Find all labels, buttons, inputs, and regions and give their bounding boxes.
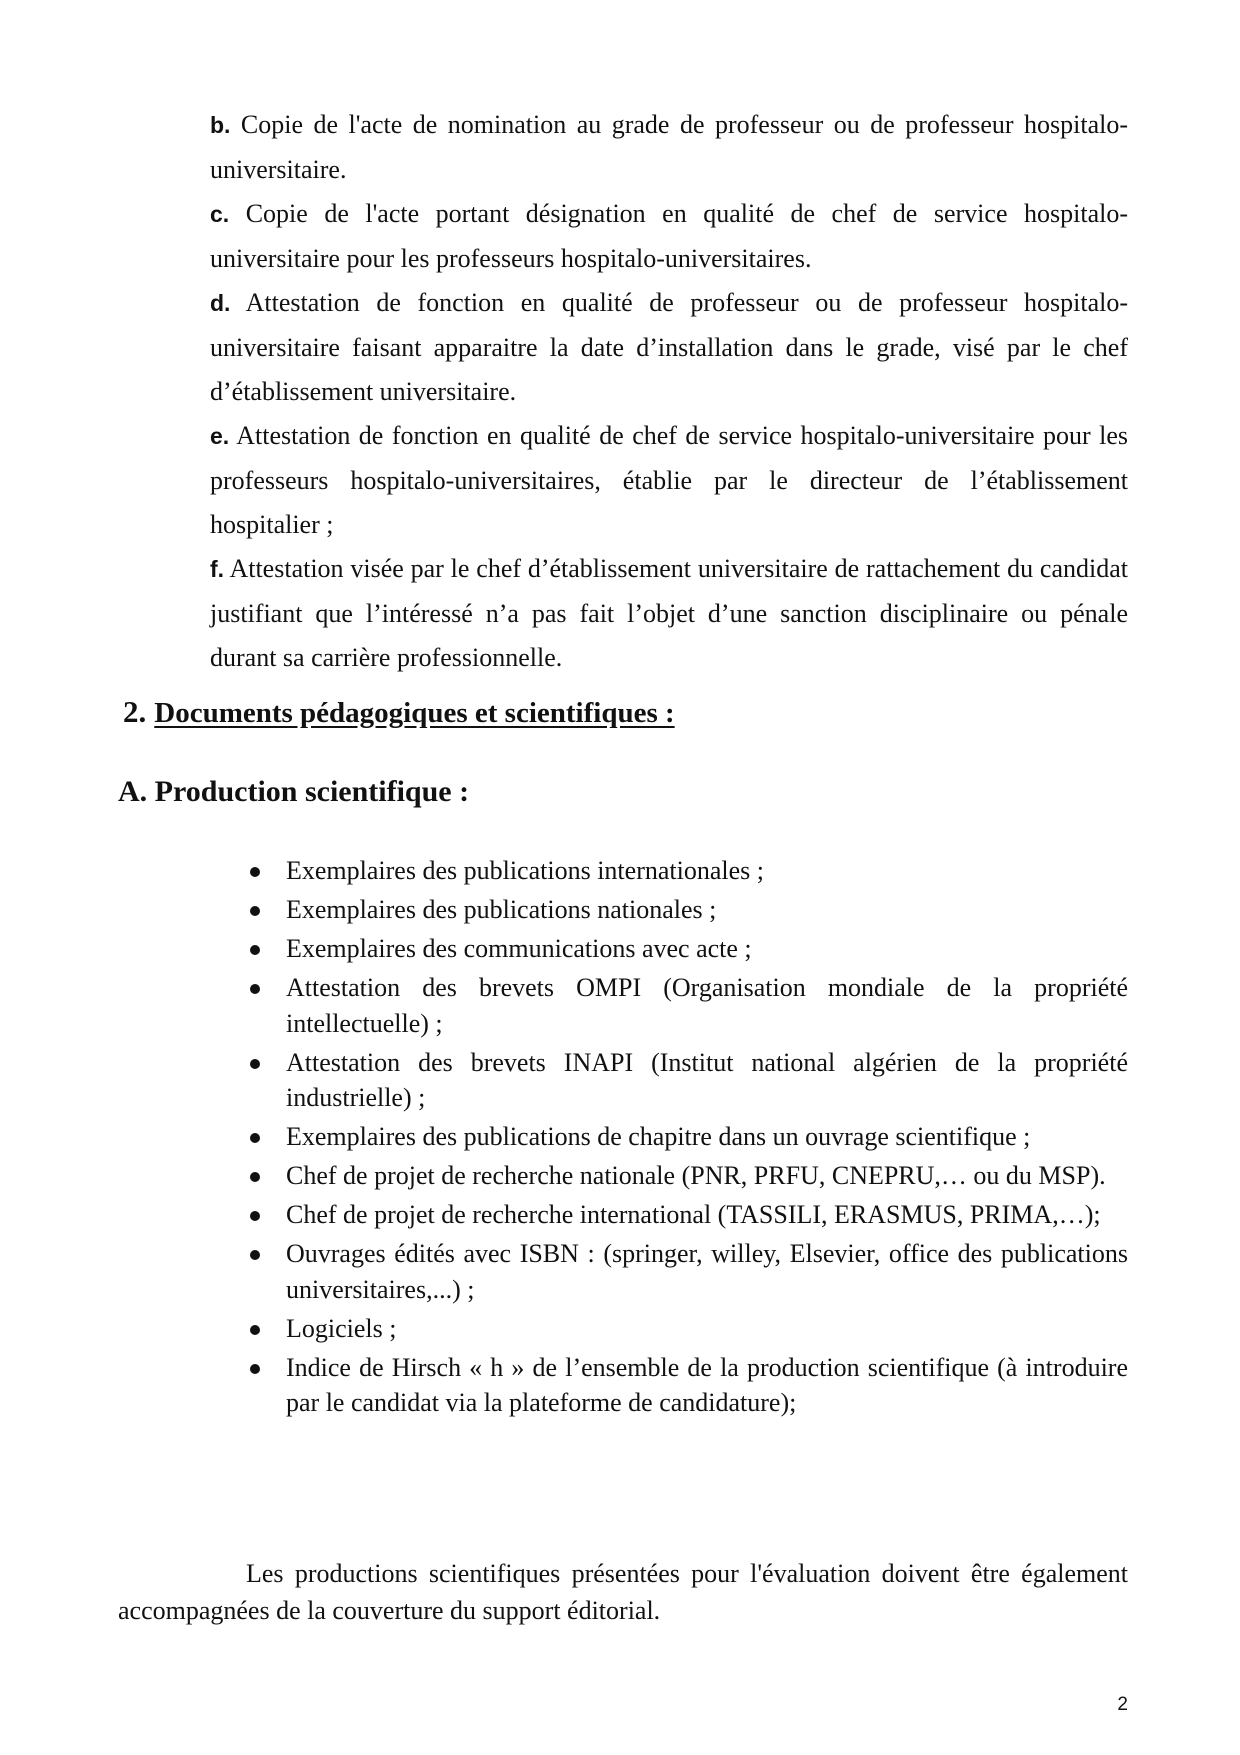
bullet-list bbox=[246, 853, 1128, 1424]
list-item-c bbox=[210, 192, 1128, 281]
bullet-item bbox=[246, 931, 1128, 967]
item-text: Attestation de fonction en qualité de professeur ou de professeur hospitalo-universitaire faisant apparaitre la date d’installation dans le grade, visé par le chef d’établissement universitaire. bbox=[210, 288, 1128, 406]
bullet-text: Chef de projet de recherche nationale (PNR, PRFU, CNEPRU,… ou du MSP). bbox=[286, 1161, 1106, 1190]
bullet-text: Attestation des brevets OMPI (Organisation mondiale de la propriété intellectuelle) ; bbox=[286, 973, 1128, 1038]
bullet-item bbox=[246, 853, 1128, 889]
bullet-icon bbox=[250, 1172, 260, 1182]
item-letter: b. bbox=[210, 112, 231, 138]
section-title: Documents pédagogiques et scientifiques : bbox=[154, 697, 675, 729]
bullet-icon bbox=[250, 984, 260, 994]
bullet-icon bbox=[250, 1211, 260, 1221]
bullet-item bbox=[246, 1311, 1128, 1347]
bullet-icon bbox=[250, 1133, 260, 1143]
list-item-e bbox=[210, 414, 1128, 548]
section-heading bbox=[123, 694, 675, 730]
bullet-icon bbox=[250, 1325, 260, 1335]
bullet-icon bbox=[250, 867, 260, 877]
item-text: Attestation de fonction en qualité de chef de service hospitalo-universitaire pour les professeurs hospitalo-universitaires, établie par le directeur de l’établissement hospitalier ; bbox=[210, 421, 1128, 539]
list-item-f bbox=[210, 547, 1128, 681]
bullet-text: Exemplaires des publications de chapitre dans un ouvrage scientifique ; bbox=[286, 1122, 1031, 1151]
bullet-icon bbox=[250, 1364, 260, 1374]
item-text: Attestation visée par le chef d’établissement universitaire de rattachement du candidat justifiant que l’intéressé n’a pas fait l’objet d’une sanction disciplinaire ou pénale durant sa carrière professionnelle. bbox=[210, 554, 1128, 672]
bullet-item bbox=[246, 1045, 1128, 1116]
bullet-item bbox=[246, 1350, 1128, 1421]
bullet-text: Exemplaires des communications avec acte ; bbox=[286, 934, 752, 963]
bullet-text: Attestation des brevets INAPI (Institut national algérien de la propriété industrielle) ; bbox=[286, 1047, 1128, 1112]
bullet-text: Ouvrages édités avec ISBN : (springer, willey, Elsevier, office des publications universitaires,...) ; bbox=[286, 1239, 1128, 1304]
item-text: Copie de l'acte de nomination au grade de professeur ou de professeur hospitalo-universitaire. bbox=[210, 110, 1128, 184]
list-item-d bbox=[210, 281, 1128, 415]
bullet-item bbox=[246, 970, 1128, 1041]
bullet-icon bbox=[250, 1059, 260, 1069]
bullet-text: Chef de projet de recherche international (TASSILI, ERASMUS, PRIMA,…); bbox=[286, 1200, 1101, 1229]
item-letter: c. bbox=[210, 201, 230, 227]
subsection-heading: A. Production scientifique : bbox=[118, 775, 470, 808]
item-letter: e. bbox=[210, 423, 230, 449]
section-number: 2. bbox=[123, 694, 147, 729]
bullet-item bbox=[246, 1158, 1128, 1194]
bullet-icon bbox=[250, 945, 260, 955]
bullet-icon bbox=[250, 1250, 260, 1260]
bullet-text: Exemplaires des publications internationales ; bbox=[286, 856, 764, 885]
item-text: Copie de l'acte portant désignation en qualité de chef de service hospitalo-universitaire pour les professeurs hospitalo-universitaires. bbox=[210, 199, 1128, 273]
bullet-text: Exemplaires des publications nationales ; bbox=[286, 895, 717, 924]
item-letter: d. bbox=[210, 290, 231, 316]
bullet-item bbox=[246, 892, 1128, 928]
bullet-item bbox=[246, 1119, 1128, 1155]
page-number: 2 bbox=[1117, 1694, 1128, 1715]
bullet-text: Logiciels ; bbox=[286, 1313, 397, 1343]
list-item-b bbox=[210, 103, 1128, 192]
closing-paragraph: Les productions scientifiques présentées pour l'évaluation doivent être également accompagnées de la couverture du support éditorial. bbox=[118, 1559, 1128, 1625]
bullet-icon bbox=[250, 906, 260, 916]
bullet-text: Indice de Hirsch « h » de l’ensemble de la production scientifique (à introduire par le candidat via la plateforme de candidature); bbox=[286, 1352, 1128, 1417]
bullet-item bbox=[246, 1236, 1128, 1307]
item-letter: f. bbox=[210, 556, 225, 582]
bullet-item bbox=[246, 1197, 1128, 1233]
